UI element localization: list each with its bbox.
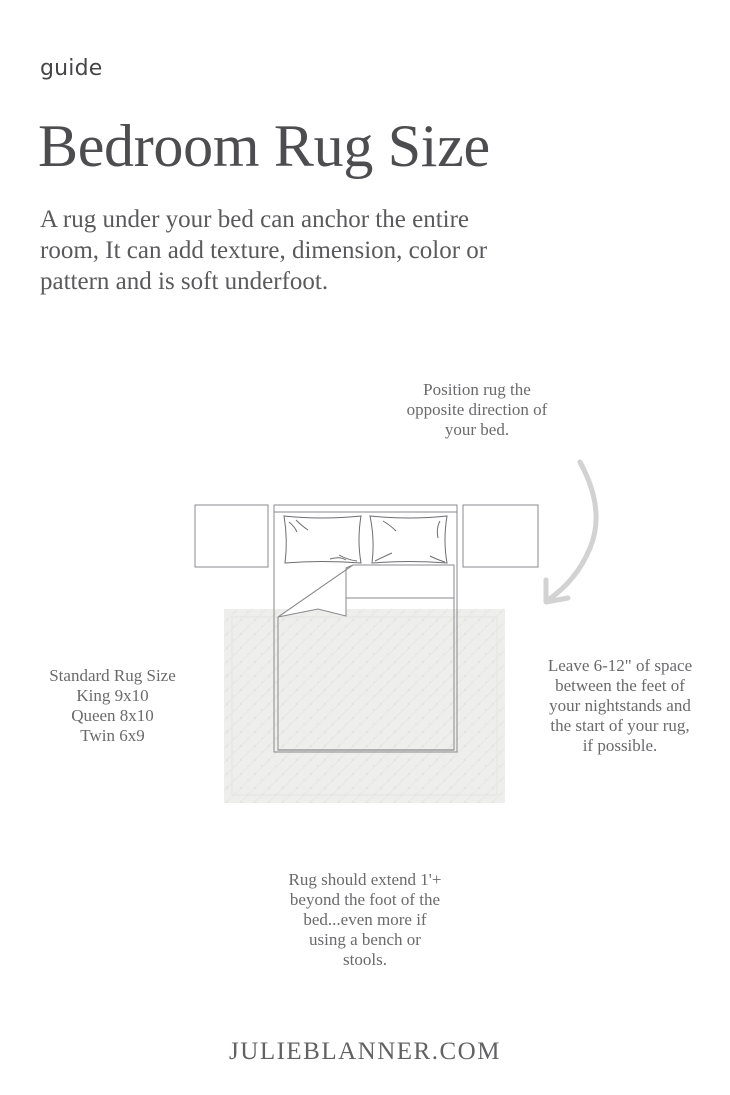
site-footer-link[interactable]: JULIEBLANNER.COM (229, 1038, 501, 1065)
note-line: opposite direction of (406, 400, 548, 419)
note-line: stools. (343, 950, 387, 969)
size-queen: Queen 8x10 (71, 706, 154, 725)
note-line: Position rug the (423, 380, 531, 399)
intro-line: pattern and is soft underfoot. (40, 268, 329, 295)
intro-paragraph (40, 204, 620, 297)
standard-sizes-note (25, 666, 200, 746)
pillow-right (370, 516, 447, 563)
rug (224, 609, 505, 803)
note-line: if possible. (582, 736, 658, 755)
size-king: King 9x10 (76, 686, 149, 705)
extension-note (255, 870, 475, 970)
note-line: your bed. (444, 420, 510, 439)
curved-arrow-icon (546, 462, 596, 602)
pillow-left (284, 516, 361, 563)
nightstand-right (463, 505, 538, 567)
note-line: between the feet of (555, 676, 685, 695)
note-line: using a bench or (309, 930, 421, 949)
nightstand-left (195, 505, 268, 567)
note-line: Leave 6-12" of space (547, 656, 693, 675)
note-line: the start of your rug, (550, 716, 690, 735)
size-twin: Twin 6x9 (80, 726, 145, 745)
intro-line: room, It can add texture, dimension, color or (40, 237, 488, 264)
eyebrow-label: guide (40, 56, 103, 81)
note-line: your nightstands and (549, 696, 691, 715)
position-note (372, 380, 582, 440)
page-title: Bedroom Rug Size (38, 113, 490, 179)
intro-line: A rug under your bed can anchor the entire (40, 206, 470, 233)
spacing-note (520, 656, 720, 756)
note-line: Rug should extend 1'+ (288, 870, 442, 889)
note-line: beyond the foot of the (289, 890, 441, 909)
sizes-heading: Standard Rug Size (49, 666, 176, 685)
note-line: bed...even more if (303, 910, 427, 929)
bed (274, 505, 457, 752)
